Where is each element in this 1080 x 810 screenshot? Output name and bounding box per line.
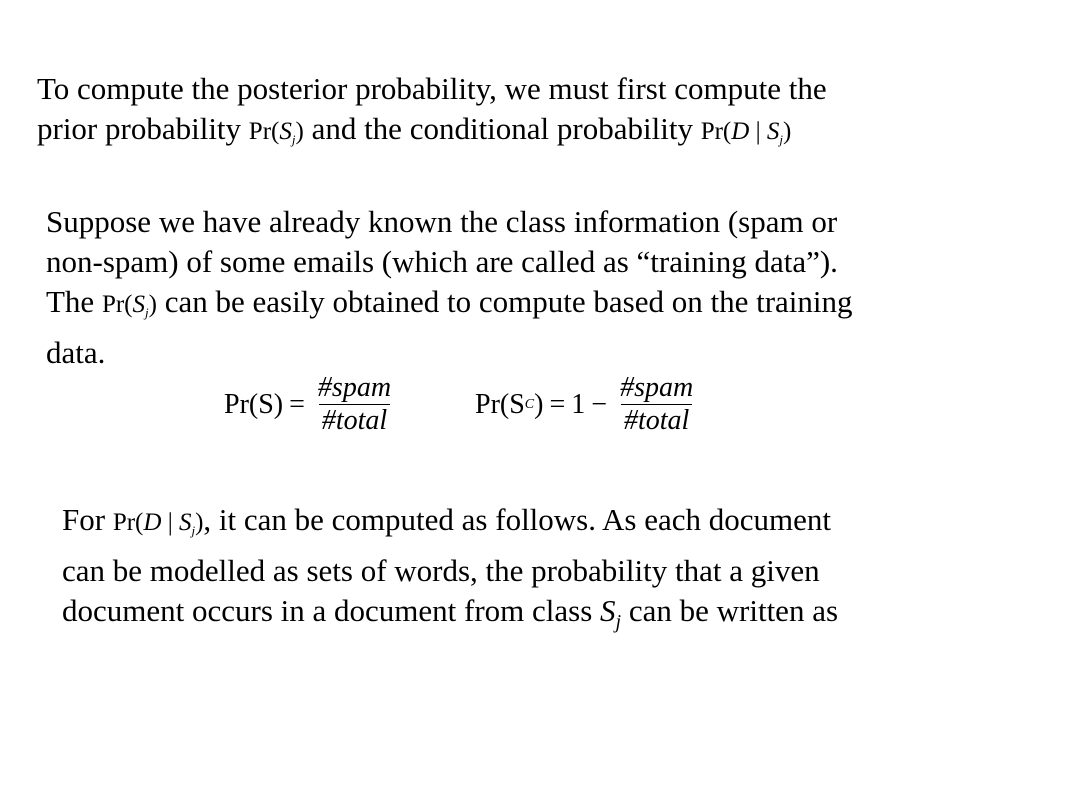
- training-line-2: non-spam) of some emails (which are called as “training data”).: [46, 244, 838, 279]
- eq2-complement-sup: C: [524, 396, 535, 412]
- intro-paragraph: [37, 69, 827, 160]
- prior-prob-formula: $Pr(S_j)$: [248, 118, 304, 147]
- equals-sign: =: [549, 388, 566, 420]
- eq1-numerator: #spam: [317, 372, 392, 403]
- training-line-1: Suppose we have already known the class information (spam or: [46, 204, 838, 239]
- intro-line-2-mid: and the conditional probability: [311, 111, 693, 146]
- conditional-prob-formula-2: Pr(D | $S_j$): [112, 509, 204, 538]
- training-paragraph: [46, 202, 853, 373]
- eq2-lhs-suffix: ): [534, 388, 544, 420]
- prior-prob-formula-2: $Pr(S_j)$: [101, 291, 157, 320]
- eq1-denominator: #total: [319, 404, 390, 437]
- conditional-line-2: can be modelled as sets of words, the probability that a given: [62, 553, 820, 588]
- conditional-prob-formula: Pr(D | $S_j$): [700, 118, 792, 147]
- intro-line-1: To compute the posterior probability, we must first compute the: [37, 71, 827, 106]
- training-line-3-end: can be easily obtained to compute based on the training: [164, 284, 853, 319]
- conditional-paragraph: [62, 500, 838, 642]
- intro-line-2-start: prior probability: [37, 111, 242, 146]
- nonspam-prior-equation: [475, 372, 700, 437]
- eq1-lhs: Pr(S): [224, 388, 284, 420]
- eq2-denominator: #total: [621, 404, 692, 437]
- training-line-4: data.: [46, 335, 106, 370]
- eq2-fraction: [617, 372, 696, 437]
- eq1-fraction: [315, 372, 394, 437]
- conditional-line-3-end: can be written as: [628, 593, 839, 628]
- conditional-line-3-start: document occurs in a document from class: [62, 593, 593, 628]
- eq2-one: 1: [571, 388, 586, 420]
- conditional-line-1-end: , it can be computed as follows. As each document: [203, 502, 832, 537]
- class-symbol: $S_j$: [600, 593, 622, 633]
- equals-sign: =: [289, 388, 305, 420]
- intro-line-2: [37, 109, 827, 160]
- eq2-numerator: #spam: [620, 372, 694, 403]
- conditional-line-1: [62, 500, 838, 551]
- conditional-line-1-start: For: [62, 502, 106, 537]
- eq2-lhs-prefix: Pr(S: [475, 388, 525, 420]
- training-line-3: [46, 282, 853, 333]
- training-line-3-start: The: [46, 284, 95, 319]
- spam-prior-equation: [224, 372, 398, 437]
- conditional-line-3: [62, 591, 838, 642]
- minus-sign: −: [591, 388, 608, 420]
